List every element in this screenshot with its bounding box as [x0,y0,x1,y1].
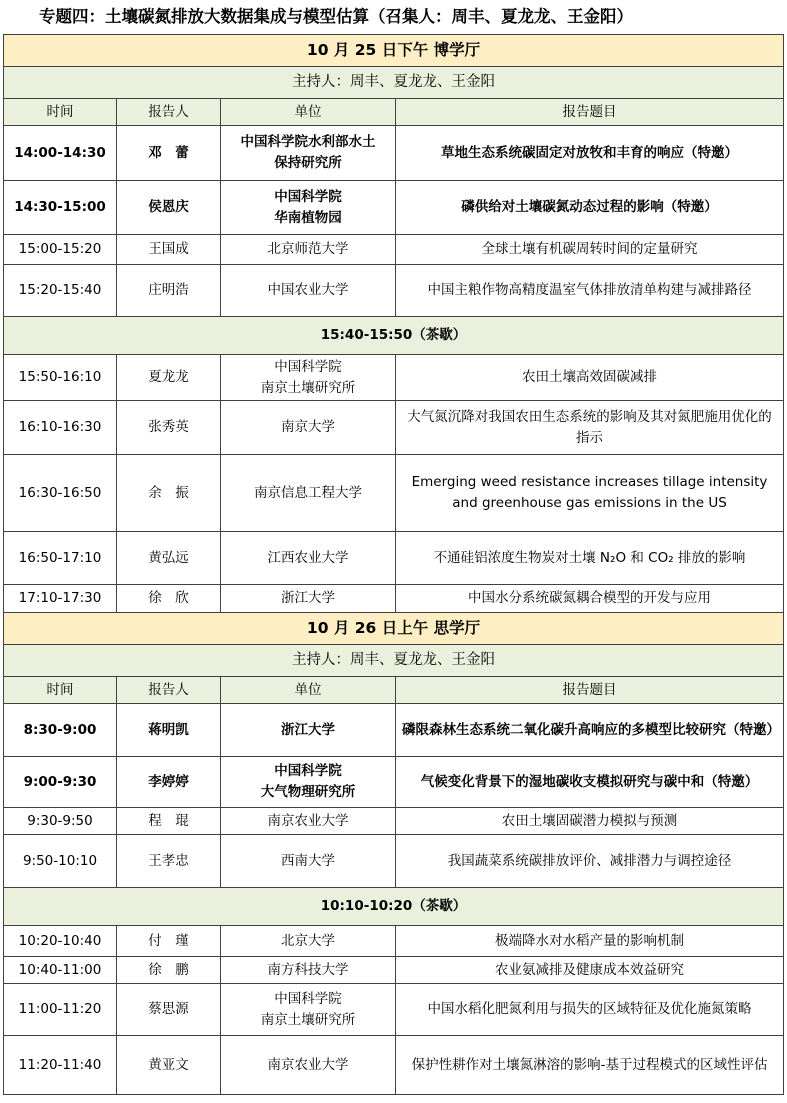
title-cell: 全球土壤有机碳周转时间的定量研究 [396,235,784,265]
column-header-row [4,99,784,126]
title-cell: 农田土壤高效固碳减排 [396,355,784,401]
speaker-cell: 夏龙龙 [117,355,221,401]
table-row [4,704,784,757]
title-cell: 农业氨减排及健康成本效益研究 [396,957,784,984]
unit-cell: 北京师范大学 [221,235,396,265]
col-header-time: 时间 [4,677,117,704]
table-row [4,757,784,808]
host-row [4,645,784,677]
speaker-cell: 黄亚文 [117,1036,221,1095]
title-cell: 中国水分系统碳氮耦合模型的开发与应用 [396,585,784,613]
table-row [4,355,784,401]
time-cell: 15:00-15:20 [4,235,117,265]
page-title: 专题四：土壤碳氮排放大数据集成与模型估算（召集人：周丰、夏龙龙、王金阳） [39,7,633,26]
title-cell: 我国蔬菜系统碳排放评价、减排潜力与调控途径 [396,835,784,888]
time-cell: 15:20-15:40 [4,265,117,317]
time-cell: 15:50-16:10 [4,355,117,401]
break-row [4,888,784,926]
time-cell: 17:10-17:30 [4,585,117,613]
table-row [4,126,784,181]
time-cell: 9:00-9:30 [4,757,117,808]
title-cell: 大气氮沉降对我国农田生态系统的影响及其对氮肥施用优化的指示 [396,401,784,455]
table-row [4,532,784,585]
session-host: 主持人：周丰、夏龙龙、王金阳 [4,645,784,677]
title-cell: 不通硅铝浓度生物炭对土壤 N₂O 和 CO₂ 排放的影响 [396,532,784,585]
title-cell: 磷限森林生态系统二氧化碳升高响应的多模型比较研究（特邀） [396,704,784,757]
table-row [4,926,784,957]
unit-cell: 南京信息工程大学 [221,455,396,532]
time-cell: 10:20-10:40 [4,926,117,957]
table-row [4,984,784,1036]
unit-cell: 中国科学院 南京土壤研究所 [221,984,396,1036]
col-header-title: 报告题目 [396,677,784,704]
session-heading: 10 月 25 日下午 博学厅 [4,35,784,67]
speaker-cell: 徐 鹏 [117,957,221,984]
col-header-title: 报告题目 [396,99,784,126]
col-header-speaker: 报告人 [117,99,221,126]
speaker-cell: 李婷婷 [117,757,221,808]
unit-cell: 西南大学 [221,835,396,888]
time-cell: 16:50-17:10 [4,532,117,585]
time-cell: 9:50-10:10 [4,835,117,888]
title-cell: 农田土壤固碳潜力模拟与预测 [396,808,784,835]
time-cell: 16:10-16:30 [4,401,117,455]
table-row [4,181,784,235]
speaker-cell: 邓 蕾 [117,126,221,181]
col-header-unit: 单位 [221,677,396,704]
time-cell: 10:40-11:00 [4,957,117,984]
unit-cell: 浙江大学 [221,585,396,613]
table-row [4,235,784,265]
table-row [4,808,784,835]
title-cell: 中国水稻化肥氮利用与损失的区域特征及优化施氮策略 [396,984,784,1036]
table-row [4,455,784,532]
table-row [4,957,784,984]
tea-break: 10:10-10:20（茶歇） [4,888,784,926]
title-cell: 保护性耕作对土壤氮淋溶的影响-基于过程模式的区域性评估 [396,1036,784,1095]
speaker-cell: 程 琨 [117,808,221,835]
session-heading: 10 月 26 日上午 思学厅 [4,613,784,645]
time-cell: 14:30-15:00 [4,181,117,235]
unit-cell: 北京大学 [221,926,396,957]
title-cell: 极端降水对水稻产量的影响机制 [396,926,784,957]
speaker-cell: 王国成 [117,235,221,265]
speaker-cell: 余 振 [117,455,221,532]
tea-break: 15:40-15:50（茶歇） [4,317,784,355]
speaker-cell: 王孝忠 [117,835,221,888]
time-cell: 14:00-14:30 [4,126,117,181]
schedule-table [3,34,784,1095]
unit-cell: 浙江大学 [221,704,396,757]
table-row [4,401,784,455]
break-row [4,317,784,355]
host-row [4,67,784,99]
speaker-cell: 庄明浩 [117,265,221,317]
unit-cell: 南京农业大学 [221,808,396,835]
column-header-row [4,677,784,704]
speaker-cell: 张秀英 [117,401,221,455]
speaker-cell: 徐 欣 [117,585,221,613]
time-cell: 11:00-11:20 [4,984,117,1036]
unit-cell: 中国科学院 华南植物园 [221,181,396,235]
session-heading-row [4,35,784,67]
time-cell: 11:20-11:40 [4,1036,117,1095]
time-cell: 16:30-16:50 [4,455,117,532]
unit-cell: 南京农业大学 [221,1036,396,1095]
speaker-cell: 付 瑾 [117,926,221,957]
table-row [4,265,784,317]
unit-cell: 中国农业大学 [221,265,396,317]
col-header-unit: 单位 [221,99,396,126]
table-row [4,1036,784,1095]
title-cell: Emerging weed resistance increases tillage intensity and greenhouse gas emissions in the US [396,455,784,532]
col-header-speaker: 报告人 [117,677,221,704]
speaker-cell: 蔡思源 [117,984,221,1036]
unit-cell: 中国科学院水利部水土 保持研究所 [221,126,396,181]
col-header-time: 时间 [4,99,117,126]
table-row [4,835,784,888]
speaker-cell: 蒋明凯 [117,704,221,757]
title-cell: 中国主粮作物高精度温室气体排放清单构建与减排路径 [396,265,784,317]
time-cell: 9:30-9:50 [4,808,117,835]
speaker-cell: 侯恩庆 [117,181,221,235]
session-heading-row [4,613,784,645]
session-host: 主持人：周丰、夏龙龙、王金阳 [4,67,784,99]
speaker-cell: 黄弘远 [117,532,221,585]
title-cell: 磷供给对土壤碳氮动态过程的影响（特邀） [396,181,784,235]
unit-cell: 江西农业大学 [221,532,396,585]
unit-cell: 南方科技大学 [221,957,396,984]
time-cell: 8:30-9:00 [4,704,117,757]
table-row [4,585,784,613]
title-cell: 气候变化背景下的湿地碳收支模拟研究与碳中和（特邀） [396,757,784,808]
unit-cell: 中国科学院 南京土壤研究所 [221,355,396,401]
title-cell: 草地生态系统碳固定对放牧和丰育的响应（特邀） [396,126,784,181]
unit-cell: 中国科学院 大气物理研究所 [221,757,396,808]
unit-cell: 南京大学 [221,401,396,455]
